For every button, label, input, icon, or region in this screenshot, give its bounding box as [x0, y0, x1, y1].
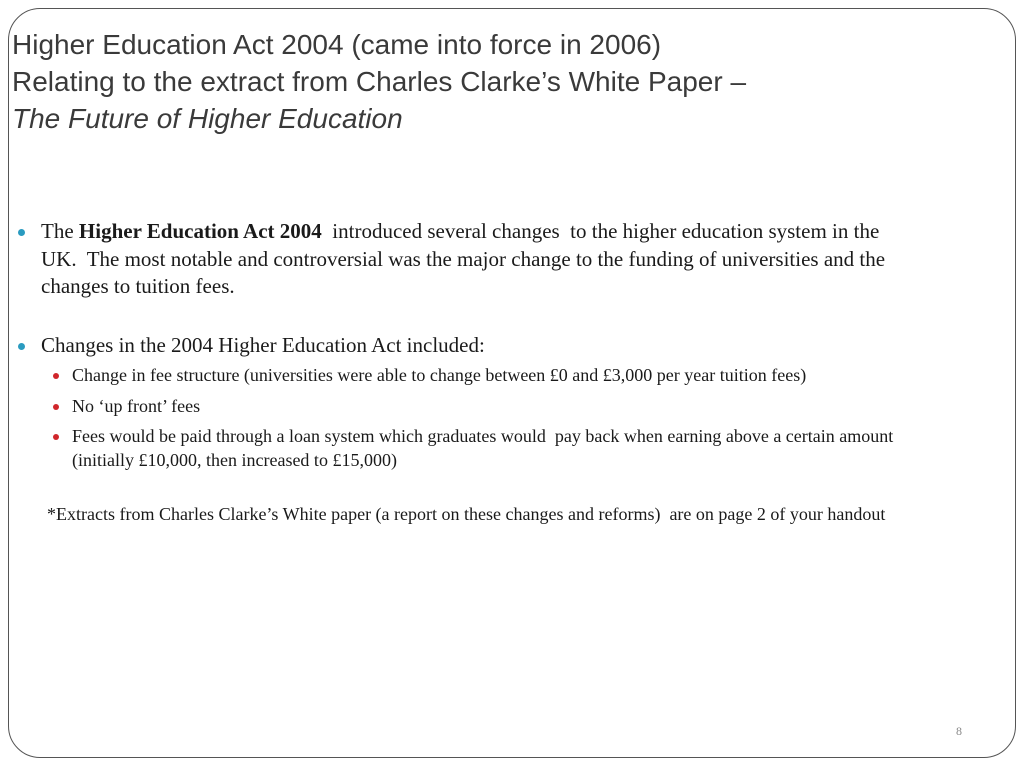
sub-bullet-dot-icon [53, 434, 59, 440]
sub-bullet-text: No ‘up front’ fees [72, 395, 201, 416]
slide-title [12, 26, 972, 137]
bullet-bold-act-name: Higher Education Act 2004 [78, 219, 322, 243]
bullet-rest-text: introduced several changes to the higher education system in the UK. The most notable and controversial was the major change to the funding of universities and the changes to tuition fees. [41, 219, 891, 298]
sub-bullet-text: Fees would be paid through a loan system which graduates would pay back when earning above a certain amount (initially £10,000, then increased to £15,000) [72, 426, 898, 470]
title-line-1: Higher Education Act 2004 (came into force in 2006) [12, 29, 662, 60]
bullet-changes-text: Changes in the 2004 Higher Education Act included: [41, 332, 485, 357]
bullet-item-act-summary [18, 218, 918, 301]
page-number: 8 [956, 724, 962, 738]
handout-note: *Extracts from Charles Clarke’s White paper (a report on these changes and reforms) are on page 2 of your handout [47, 504, 886, 524]
sub-bullet-dot-icon [53, 404, 59, 410]
sub-bullet-dot-icon [53, 373, 59, 379]
sub-bullet-text: Change in fee structure (universities were able to change between £0 and £3,000 per year tuition fees) [72, 365, 807, 385]
bullet-item-changes [18, 332, 918, 360]
sub-bullet-loan-system [53, 425, 918, 472]
sub-bullet-up-front-fees [53, 395, 918, 419]
sub-bullet-fee-structure [53, 364, 918, 388]
slide-body [18, 218, 918, 526]
bullet-prefix: The [41, 219, 79, 243]
title-line-3: The Future of Higher Education [12, 103, 403, 134]
bullet-dot-icon [18, 229, 25, 236]
title-line-2: Relating to the extract from Charles Clarke’s White Paper – [12, 66, 747, 97]
bullet-dot-icon [18, 343, 25, 350]
